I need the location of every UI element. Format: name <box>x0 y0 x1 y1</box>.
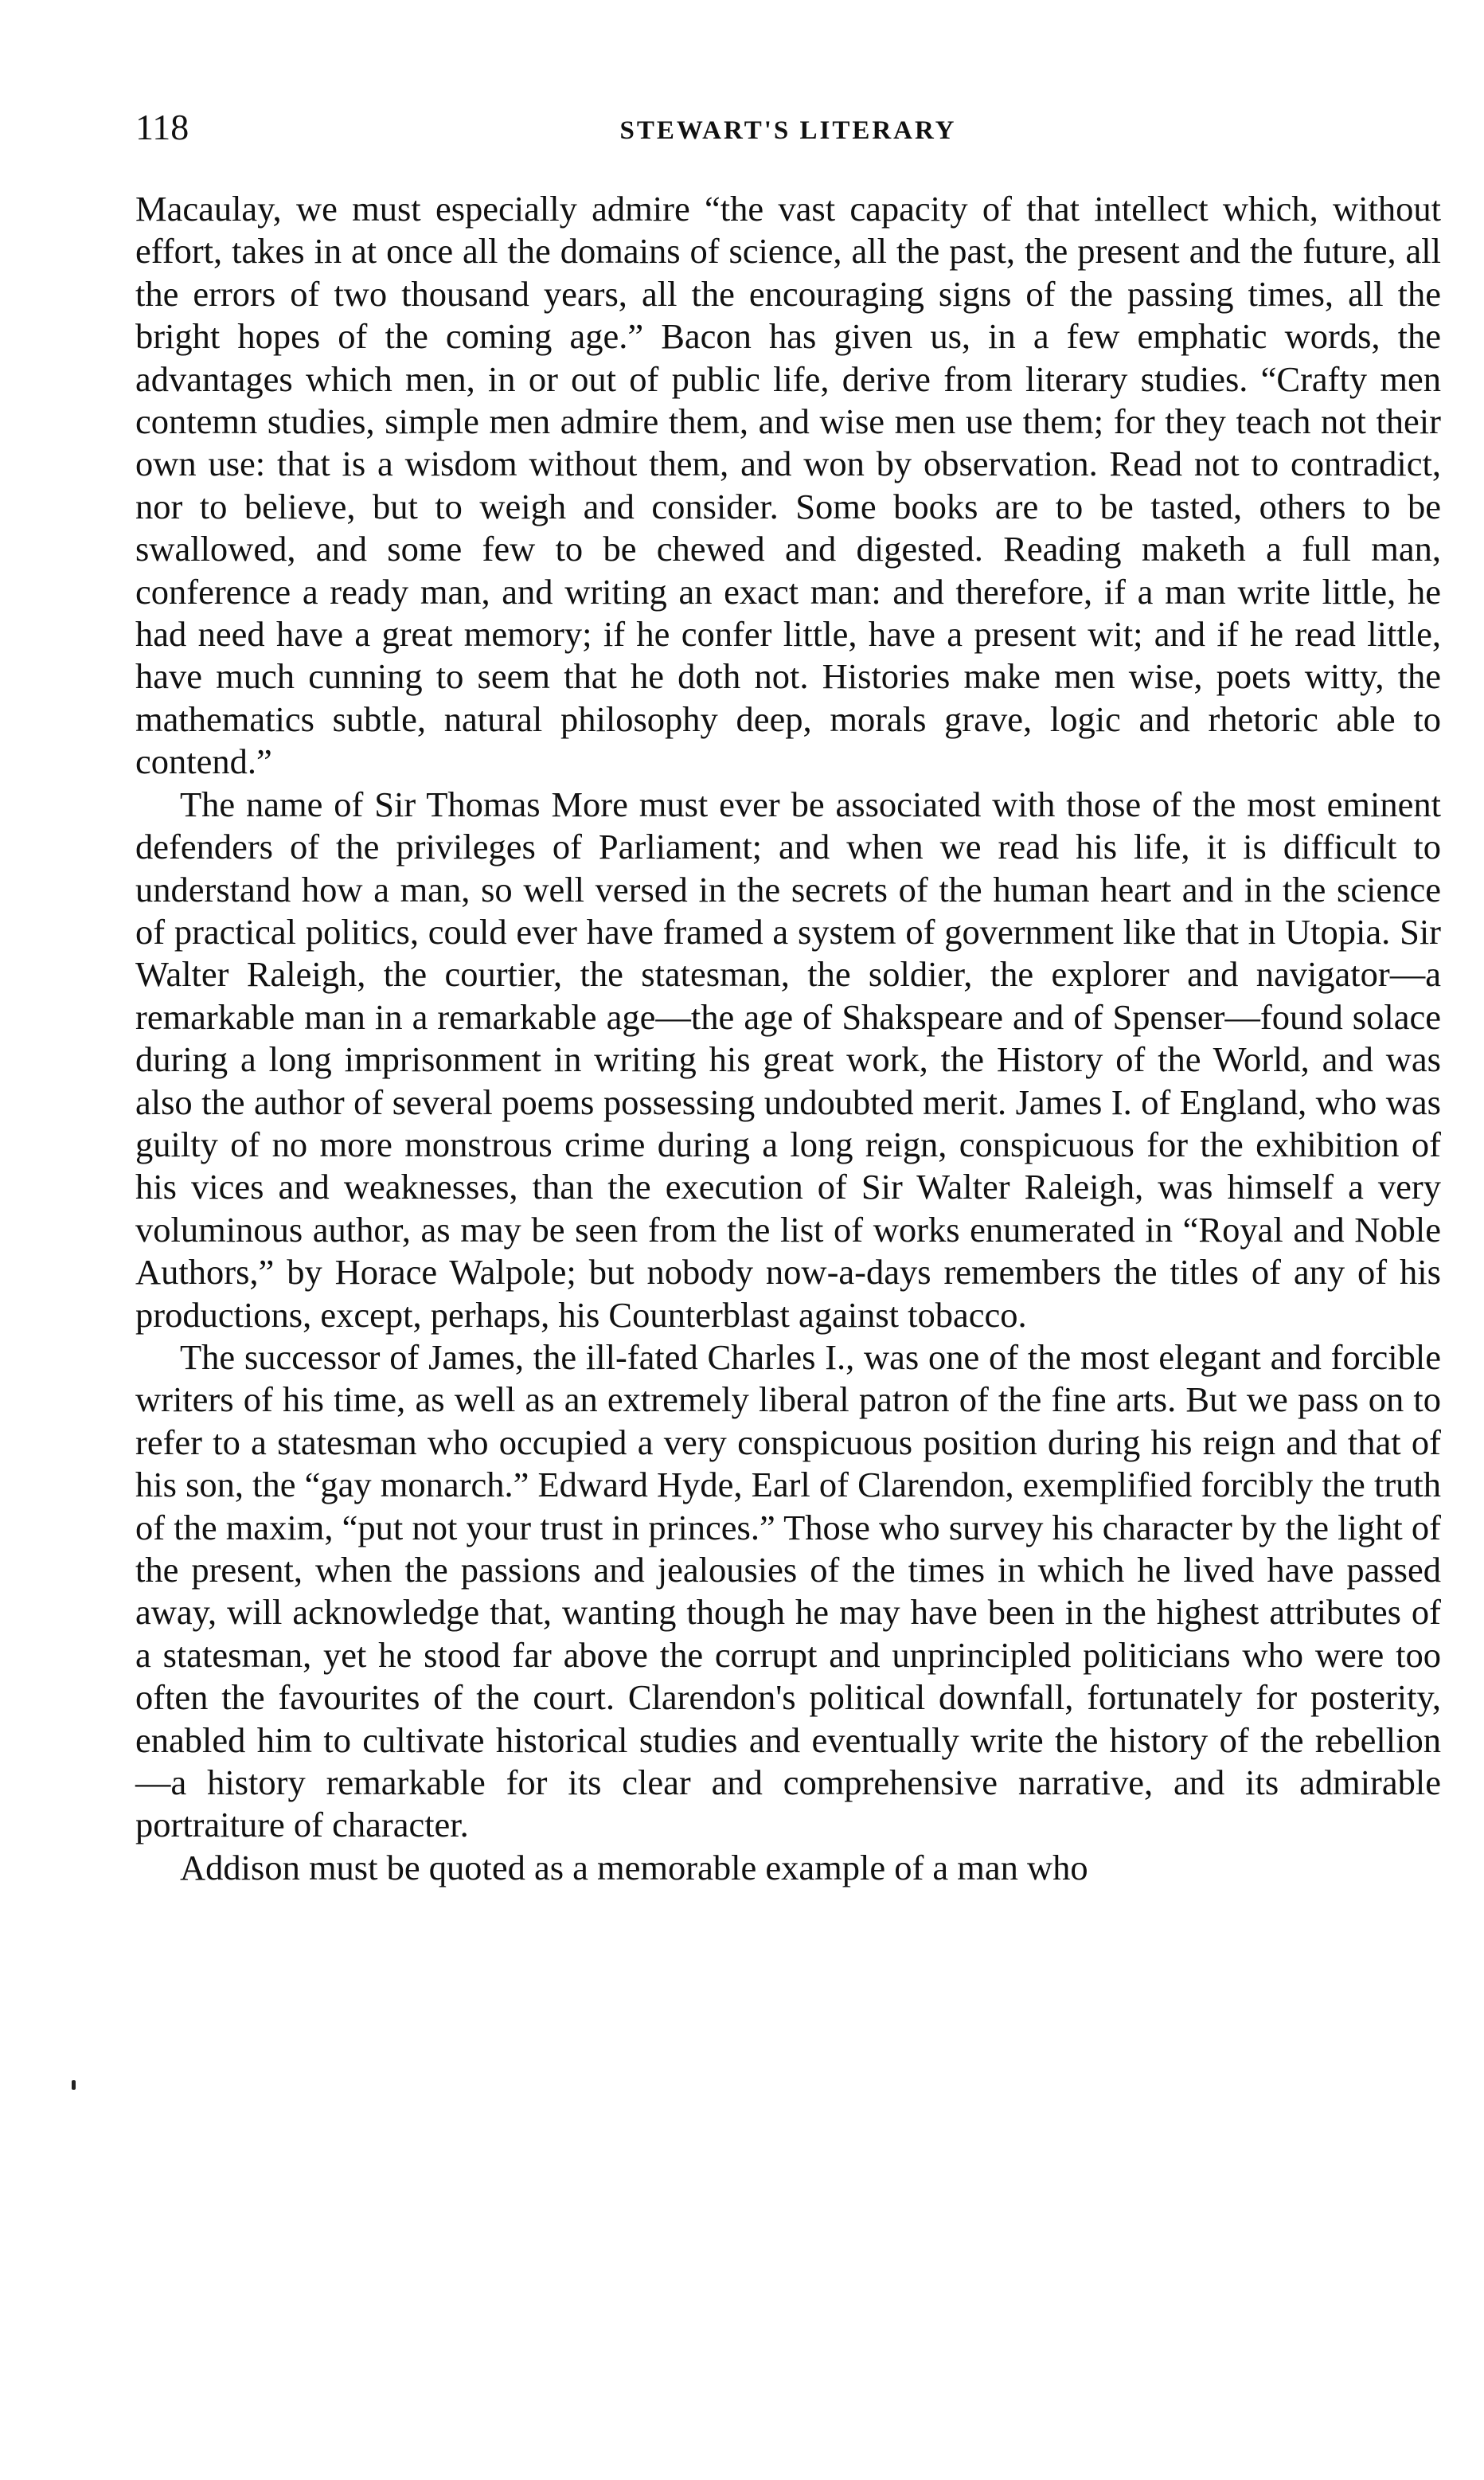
paragraph-macaulay-bacon: Macaulay, we must especially admire “the vast capacity of that intellect which, without effort, takes in at once all the domains of science, all the past, the present and the future, all the errors of two thousand years, all the encouraging signs of the passing times, all the bright hopes of the coming age.” Bacon has given us, in a few emphatic words, the advantages which men, in or out of public life, derive from literary studies. “Crafty men contemn studies, simple men admire them, and wise men use them; for they teach not their own use: that is a wisdom without them, and won by observation. Read not to contradict, nor to believe, but to weigh and consider. Some books are to be tasted, others to be swallowed, and some few to be chewed and digested. Reading maketh a full man, conference a ready man, and writing an exact man: and therefore, if a man write little, he had need have a great memory; if he confer little, have a present wit; and if he read little, have much cunning to seem that he doth not. Histories make men wise, poets witty, the mathematics subtle, natural philosophy deep, morals grave, logic and rhetoric able to contend.” <box>135 189 1441 782</box>
paragraph-addison: Addison must be quoted as a memorable example of a man who <box>180 1847 1088 1887</box>
book-page <box>135 104 1441 2445</box>
page-number: 118 <box>135 107 189 147</box>
paragraph-more-raleigh-james: The name of Sir Thomas More must ever be associated with those of the most eminent defenders of the privileges of Parliament; and when we read his life, it is difficult to understand how a man, so well versed in the secrets of the human heart and in the science of practical politics, could ever have framed a system of government like that in Utopia. Sir Walter Raleigh, the courtier, the statesman, the soldier, the explorer and navigator—a remarkable man in a remarkable age—the age of Shakspeare and of Spenser—found solace during a long imprisonment in writing his great work, the History of the World, and was also the author of several poems possessing undoubted merit. James I. of England, who was guilty of no more monstrous crime during a long reign, conspicuous for the exhibition of his vices and weaknesses, than the execution of Sir Walter Raleigh, was himself a very voluminous author, as may be seen from the list of works enumerated in “Royal and Noble Authors,” by Horace Walpole; but nobody now-a-days remembers the titles of any of his productions, except, perhaps, his Counterblast against tobacco. <box>135 784 1441 1335</box>
running-head <box>135 104 1441 167</box>
running-title: STEWART'S LITERARY <box>619 116 957 145</box>
paragraph-charles-clarendon: The successor of James, the ill-fated Charles I., was one of the most elegant and forcible writers of his time, as well as an extremely liberal patron of the fine arts. But we pass on to refer to a statesman who occupied a very conspicuous position during his reign and that of his son, the “gay monarch.” Edward Hyde, Earl of Clarendon, exemplified forcibly the truth of the maxim, “put not your trust in princes.” Those who survey his character by the light of the present, when the passions and jealousies of the times in which he lived have passed away, will acknowledge that, wanting though he may have been in the highest attributes of a statesman, yet he stood far above the corrupt and unprincipled politicians who were too often the favourites of the court. Clarendon's political downfall, fortunately for posterity, enabled him to cultivate historical studies and eventually write the history of the rebellion—a history remarkable for its clear and comprehensive narrative, and its admirable portraiture of character. <box>135 1336 1441 1845</box>
stray-ink-mark <box>72 2080 76 2090</box>
body-text <box>135 188 1441 1889</box>
